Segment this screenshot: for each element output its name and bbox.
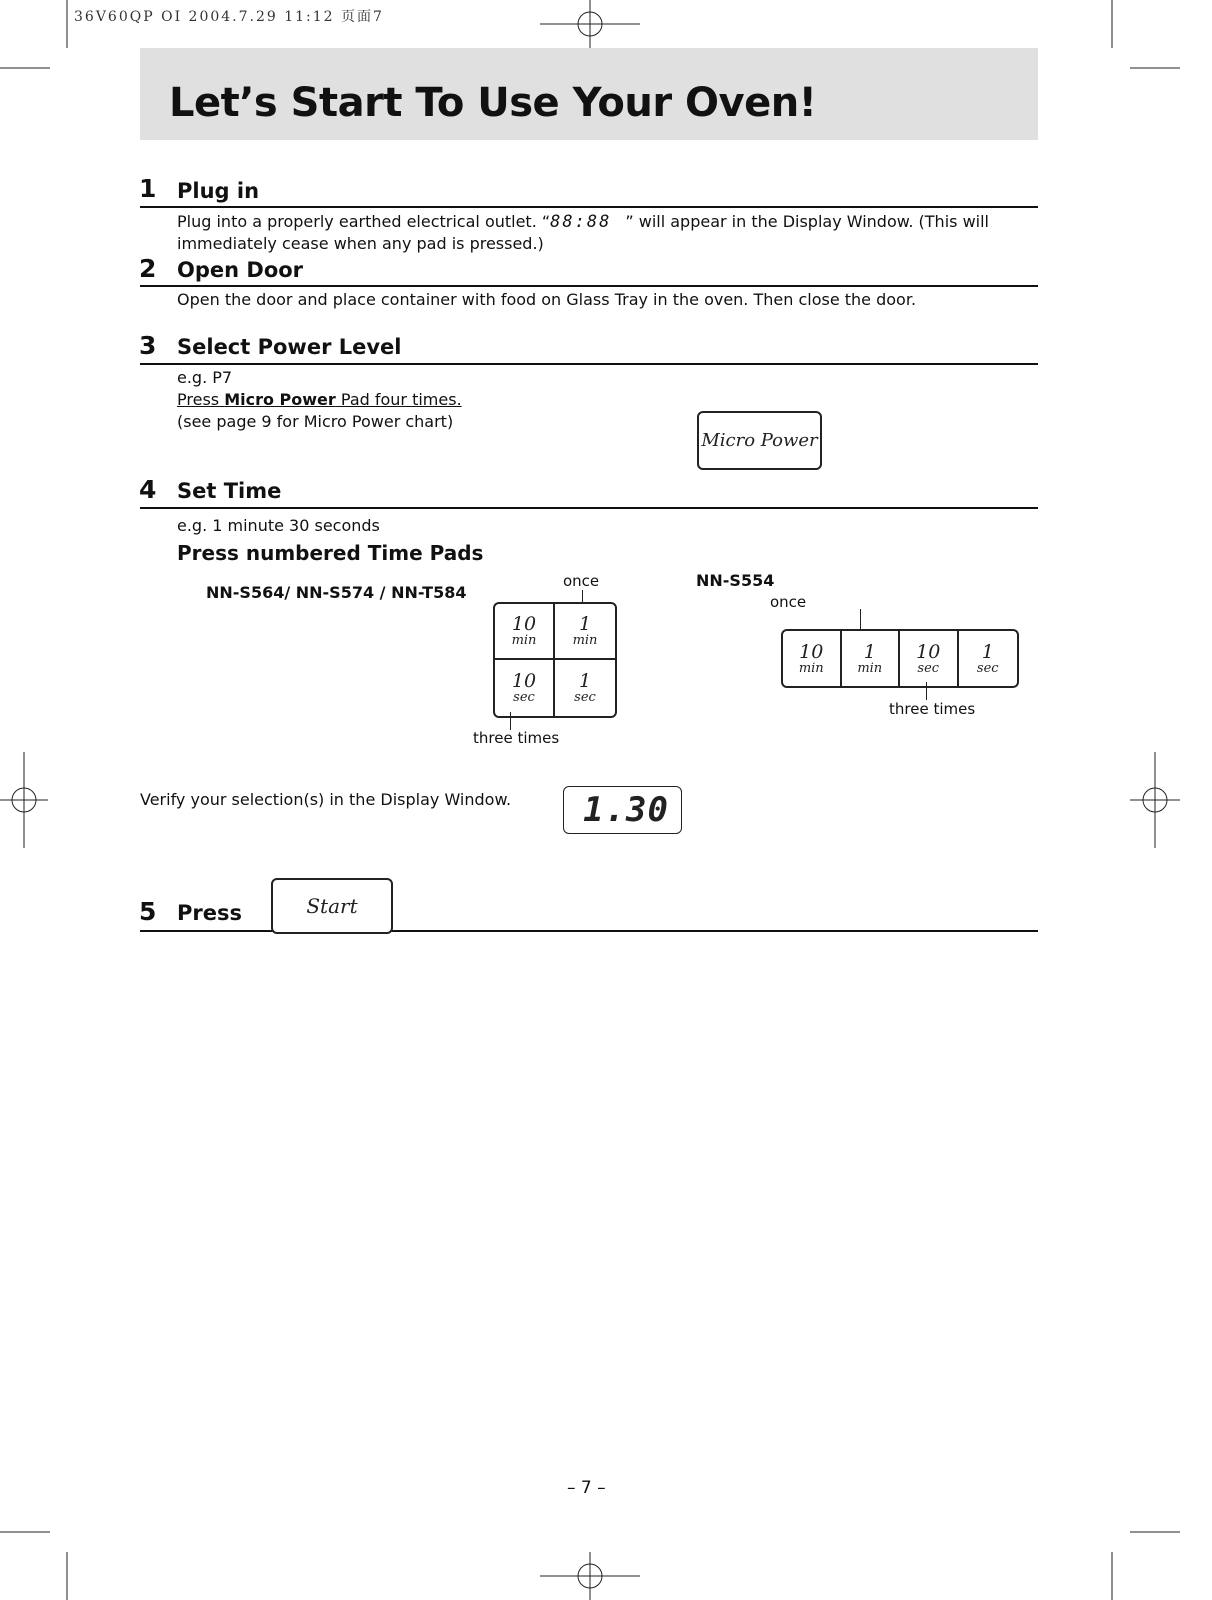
page-title: Let’s Start To Use Your Oven! bbox=[169, 80, 817, 126]
pad-value: 1 bbox=[863, 640, 876, 663]
pad-1-sec[interactable] bbox=[959, 631, 1018, 686]
pad-unit: min bbox=[572, 633, 598, 648]
model-b-three-times-pointer bbox=[926, 682, 927, 700]
pad-10-min[interactable] bbox=[495, 604, 555, 660]
step-1-text-after: ” will appear in the Display Window. (This will bbox=[625, 212, 989, 231]
model-a-label: NN-S564/ NN-S574 / NN-T584 bbox=[206, 583, 467, 602]
pad-value: 1 bbox=[981, 640, 994, 663]
pad-value: 10 bbox=[511, 670, 537, 692]
step-1-text-line2: immediately cease when any pad is pressed.) bbox=[177, 234, 544, 253]
pad-unit: sec bbox=[917, 660, 940, 676]
step-4-number: 4 bbox=[139, 475, 157, 504]
step-3-title: Select Power Level bbox=[177, 335, 402, 359]
step-3-press-prefix: Press bbox=[177, 390, 225, 409]
pad-unit: min bbox=[511, 633, 537, 648]
pad-value: 1 bbox=[578, 670, 592, 692]
micro-power-pad[interactable] bbox=[697, 411, 822, 470]
step-3-rule bbox=[140, 363, 1038, 365]
print-header: 36V60QP OI 2004.7.29 11:12 页面7 bbox=[74, 9, 384, 25]
step-4-instruction: Press numbered Time Pads bbox=[177, 541, 484, 565]
model-b-three-times-label: three times bbox=[889, 700, 976, 718]
step-3-number: 3 bbox=[139, 331, 157, 360]
pad-value: 1 bbox=[578, 613, 592, 635]
pad-value: 10 bbox=[916, 640, 941, 663]
model-a-once-label: once bbox=[563, 572, 600, 590]
step-1-number: 1 bbox=[139, 174, 157, 203]
step-2-title: Open Door bbox=[177, 258, 304, 282]
model-a-three-times-pointer bbox=[510, 712, 511, 730]
pad-value: 10 bbox=[799, 640, 824, 663]
pad-10-sec[interactable] bbox=[495, 660, 555, 716]
pad-unit: sec bbox=[574, 690, 596, 705]
step-1-text bbox=[177, 211, 1027, 255]
step-3-note: (see page 9 for Micro Power chart) bbox=[177, 412, 454, 431]
display-value: 1.30 bbox=[583, 790, 669, 830]
step-1-text-before: Plug into a properly earthed electrical outlet. “ bbox=[177, 212, 551, 231]
model-b-label: NN-S554 bbox=[696, 571, 775, 590]
step-5-number: 5 bbox=[139, 897, 157, 926]
step-2-text: Open the door and place container with food on Glass Tray in the oven. Then close the door. bbox=[177, 290, 917, 309]
pad-1-min[interactable] bbox=[842, 631, 901, 686]
pad-value: 10 bbox=[511, 613, 537, 635]
time-pads-2x2 bbox=[493, 602, 617, 718]
step-4-example: e.g. 1 minute 30 seconds bbox=[177, 516, 380, 535]
display-code: 88:88 bbox=[550, 212, 612, 232]
micro-power-pad-label: Micro Power bbox=[701, 430, 818, 451]
pad-1-sec[interactable] bbox=[555, 660, 615, 716]
step-4-title: Set Time bbox=[177, 479, 282, 503]
pad-1-min[interactable] bbox=[555, 604, 615, 660]
step-3-press-bold: Micro Power bbox=[224, 390, 336, 409]
step-2-rule bbox=[140, 285, 1038, 287]
step-2-number: 2 bbox=[139, 254, 157, 283]
verify-text: Verify your selection(s) in the Display Window. bbox=[140, 790, 512, 809]
pad-unit: min bbox=[798, 660, 824, 676]
start-pad[interactable] bbox=[271, 878, 393, 934]
time-pads-1x4 bbox=[781, 629, 1019, 688]
start-pad-label: Start bbox=[306, 894, 358, 918]
model-b-once-label: once bbox=[770, 593, 807, 611]
pad-unit: sec bbox=[513, 690, 535, 705]
step-4-rule bbox=[140, 507, 1038, 509]
display-window bbox=[563, 786, 682, 834]
step-1-rule bbox=[140, 206, 1038, 208]
step-3-example: e.g. P7 bbox=[177, 368, 233, 387]
step-3-press-suffix: Pad four times. bbox=[335, 390, 462, 409]
model-a-three-times-label: three times bbox=[473, 729, 560, 747]
pad-unit: min bbox=[857, 660, 883, 676]
pad-10-min[interactable] bbox=[783, 631, 842, 686]
page-number: – 7 – bbox=[567, 1478, 606, 1498]
pad-10-sec[interactable] bbox=[900, 631, 959, 686]
pad-unit: sec bbox=[976, 660, 999, 676]
step-5-title: Press bbox=[177, 901, 242, 925]
step-1-title: Plug in bbox=[177, 179, 260, 203]
step-3-press bbox=[177, 389, 462, 411]
